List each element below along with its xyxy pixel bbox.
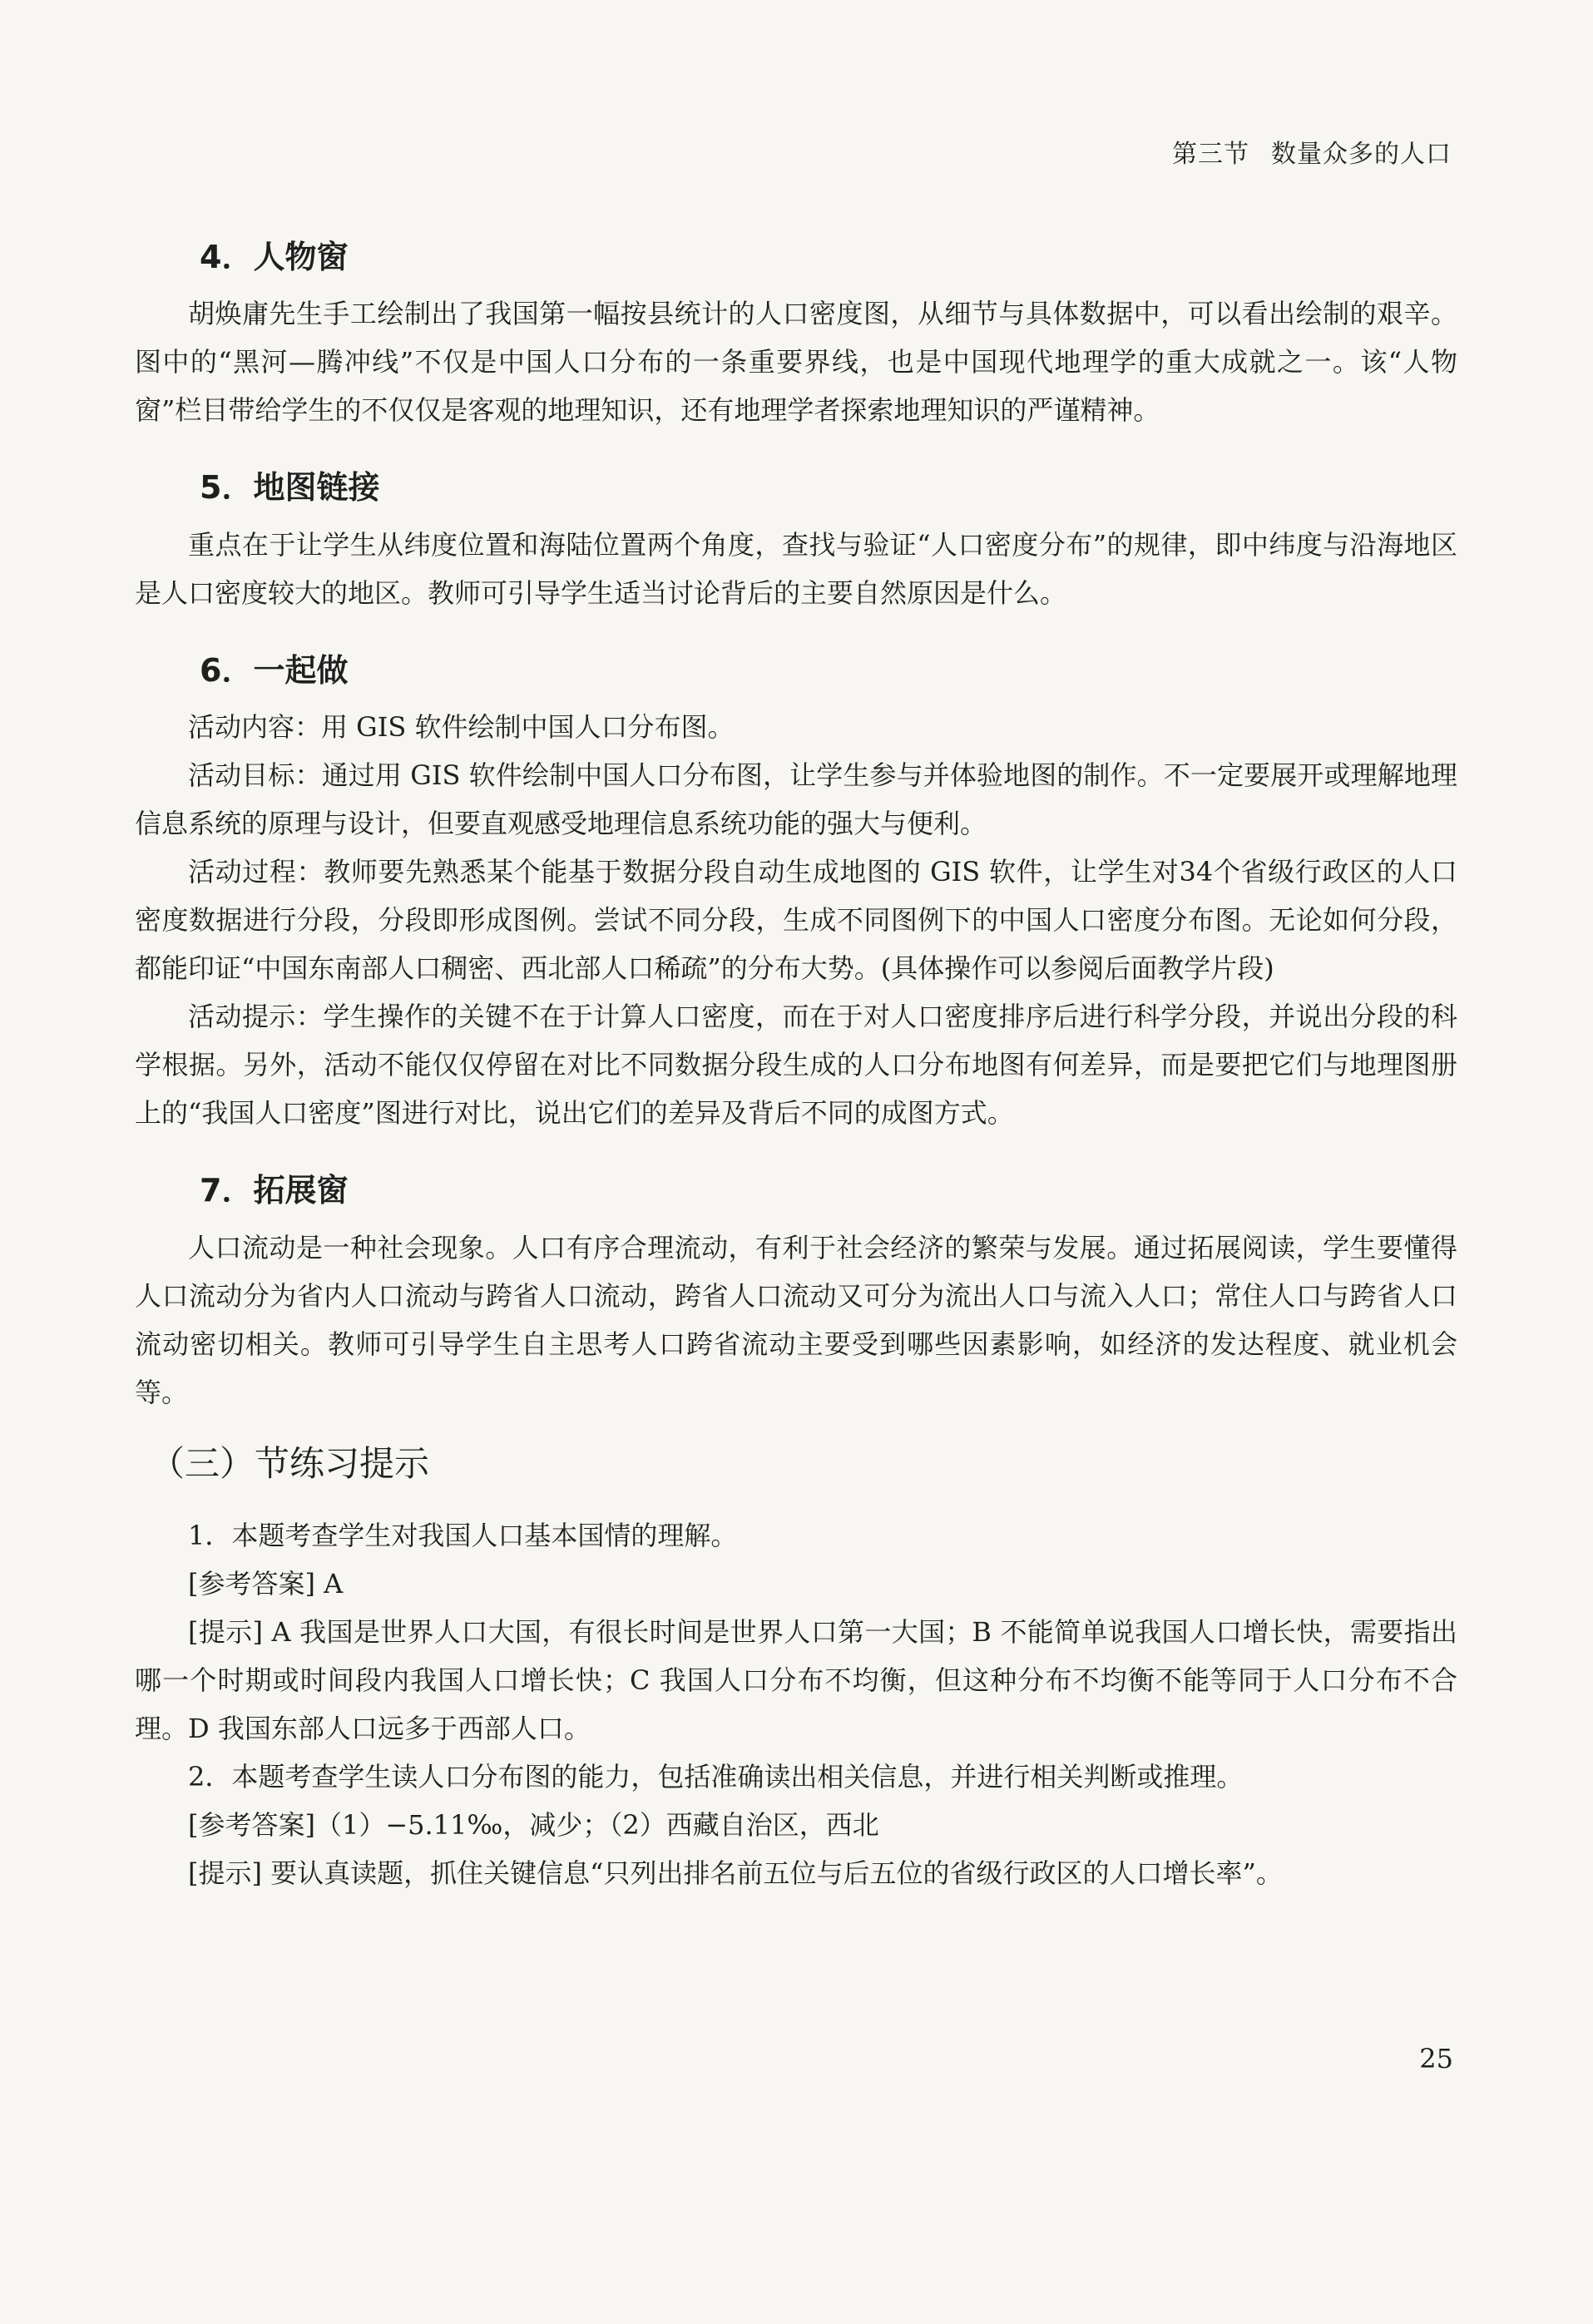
section-map-link (135, 467, 1457, 616)
page-number: 25 (1419, 2043, 1453, 2074)
paragraph: 胡焕庸先生手工绘制出了我国第一幅按县统计的人口密度图，从细节与具体数据中，可以看出绘制的艰辛。图中的“黑河—腾冲线”不仅是中国人口分布的一条重要界线，也是中国现代地理学的重大成就之一。该“人物窗”栏目带给学生的不仅仅是客观的地理知识，还有地理学者探索地理知识的严谨精神。 (135, 298, 1457, 427)
page-content (135, 237, 1457, 1897)
paragraph: 活动过程：教师要先熟悉某个能基于数据分段自动生成地图的 GIS 软件，让学生对34个省级行政区的人口密度数据进行分段，分段即形成图例。尝试不同分段，生成不同图例下的中国人口密度分布图。无论如何分段，都能印证“中国东南部人口稠密、西北部人口稀疏”的分布大势。(具体操作可以参阅后面教学片段) (135, 856, 1457, 985)
section-heading: 7．拓展窗 (200, 1172, 349, 1209)
section-heading: 5．地图链接 (200, 469, 380, 507)
paragraph: 活动内容：用 GIS 软件绘制中国人口分布图。 (188, 711, 735, 744)
paragraph: 活动提示：学生操作的关键不在于计算人口密度，而在于对人口密度排序后进行科学分段，并说出分段的科学根据。另外，活动不能仅仅停留在对比不同数据分段生成的人口分布地图有何差异，而是要把它们与地理图册上的“我国人口密度”图进行对比，说出它们的差异及背后不同的成图方式。 (135, 1001, 1457, 1130)
header-section: 第三节 (1172, 140, 1249, 169)
paragraph: [参考答案]（1）−5.11‰，减少；（2）西藏自治区，西北 (188, 1809, 879, 1842)
paragraph: [提示] 要认真读题，抓住关键信息“只列出排名前五位与后五位的省级行政区的人口增长率”。 (188, 1857, 1283, 1890)
exercise-section (135, 1441, 1457, 1898)
paragraph: 2．本题考查学生读人口分布图的能力，包括准确读出相关信息，并进行相关判断或推理。 (188, 1761, 1244, 1793)
paragraph: [参考答案] A (188, 1568, 344, 1600)
paragraph: [提示] A 我国是世界人口大国，有很长时间是世界人口第一大国；B 不能简单说我国人口增长快，需要指出哪一个时期或时间段内我国人口增长快；C 我国人口分布不均衡，但这种分布不均衡不能等同于人口分布不合理。D 我国东部人口远多于西部人口。 (135, 1616, 1457, 1745)
section-people-window (135, 237, 1457, 434)
section-heading: 6．一起做 (200, 651, 349, 689)
page-header (1172, 133, 1452, 170)
paragraph: 1．本题考查学生对我国人口基本国情的理解。 (188, 1520, 738, 1552)
paragraph: 活动目标：通过用 GIS 软件绘制中国人口分布图，让学生参与并体验地图的制作。不一定要展开或理解地理信息系统的原理与设计，但要直观感受地理信息系统功能的强大与便利。 (135, 759, 1457, 840)
paragraph: 人口流动是一种社会现象。人口有序合理流动，有利于社会经济的繁荣与发展。通过拓展阅读，学生要懂得人口流动分为省内人口流动与跨省人口流动，跨省人口流动又可分为流出人口与流入人口；常住人口与跨省人口流动密切相关。教师可引导学生自主思考人口跨省流动主要受到哪些因素影响，如经济的发达程度、就业机会等。 (135, 1231, 1457, 1408)
section-heading: 4．人物窗 (200, 239, 349, 275)
section-do-together (135, 650, 1457, 1137)
exercise-heading: （三）节练习提示 (150, 1442, 430, 1484)
header-title: 数量众多的人口 (1271, 140, 1452, 169)
section-expansion-window (135, 1170, 1457, 1416)
paragraph: 重点在于让学生从纬度位置和海陆位置两个角度，查找与验证“人口密度分布”的规律，即中纬度与沿海地区是人口密度较大的地区。教师可引导学生适当讨论背后的主要自然原因是什么。 (135, 528, 1457, 609)
